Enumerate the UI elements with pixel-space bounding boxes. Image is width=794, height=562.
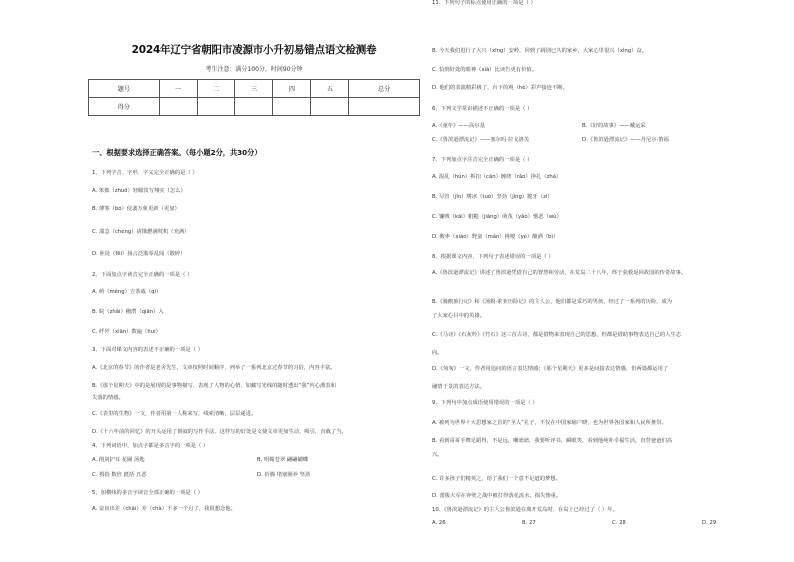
question-line: B. 薄雾（bó）侵袭万象更新（更加）	[92, 206, 180, 212]
question-line: D. 酸枣（xiào）野蛮（mán）挑唆（yè）酿酒（bì）	[432, 234, 559, 240]
question-line: D. 蕾拨大军在奔壁之战中被打得落花流水，损失惨重。	[432, 493, 562, 499]
score-row-label: 得分	[89, 98, 160, 116]
option-item: C. 28	[612, 520, 626, 526]
question-line: B. 尽管（jǐn）嗜冰（tuō）坚劲（jìng）脆牙（zì）	[432, 194, 553, 200]
option-item: B. 明媚苍翠 翩翩蝴蝶	[257, 457, 309, 463]
option-item: A. 26	[432, 520, 446, 526]
question-line: C.《表里的生物》一文，作者用第一人称来写，线索清晰，层层递进。	[92, 411, 257, 417]
option-item: B.《好的故事》——戴运采	[582, 123, 646, 129]
question-line: 7、下列加点字注音完全正确的一项是（ ）	[432, 157, 533, 163]
question-line: A. 萌（méng）吉茶戚（qì）	[92, 289, 162, 295]
score-header-cell: 一	[159, 80, 197, 98]
question-line: C.《马诗》《石灰吟》《竹石》这三首古诗，都是借物来表现自己的思想，但都是借助事物表达自己的人生志	[432, 332, 682, 338]
exam-note: 考生注意：满分100分，时间90分钟	[205, 66, 303, 73]
question-line: B.《骑鹅旅行记》和《汤姆·索亚历险记》的主人公，他们都是乖巧的男孩，经过了一系列的历险，成为	[432, 299, 673, 305]
question-line: 失落的情感。	[92, 395, 124, 401]
option-item: C.《鲁滨逊漂流记》——塞尔吗·拉戈洛芙	[432, 137, 530, 143]
question-line: 11、下列句子的标点使用正确的一项是（ ）	[432, 0, 536, 6]
question-line: C. 纤歼（xiān）数遍（hui）	[92, 329, 161, 335]
score-header-cell: 三	[235, 80, 273, 98]
question-line: A.《北京的春节》的作者是老舍先生，文章按照时间顺序，列举了一系列北京过春节的习俗，内容丰富。	[92, 365, 336, 371]
option-item: D.《鲁滨逊漂流记》——丹尼尔·笛福	[582, 137, 669, 143]
option-item: C. 拇指 数倍 挺括 丑恶	[92, 472, 147, 478]
question-line: C. 镰贱（kāi）粗糙（jiāng）萌茂（yǎo）惬恶（wù）	[432, 214, 562, 220]
score-cell[interactable]	[311, 98, 349, 116]
score-header-cell: 四	[273, 80, 311, 98]
score-table	[88, 79, 420, 116]
option-item: B. 27	[522, 520, 536, 526]
question-line: D.《十六年前的回忆》的开头运用了倒叙的写作手法，这样写的好处是文使文章更加生动、吸引，直截了当。	[92, 429, 347, 435]
question-line: 5、加横线的多音字读音全部正确的一项是（ ）	[92, 490, 203, 496]
score-cell[interactable]	[159, 98, 197, 116]
question-line: 1、下列字音、字形、字义完全正确的是（ ）	[92, 170, 198, 176]
question-line: A. 混乱（hún）拆扣（cān）缠绕（rǎo）挣扎（zhá）	[432, 174, 562, 180]
question-line: 6、下列文学常识描述不正确的一项是（ ）	[432, 106, 533, 112]
page-title: 2024年辽宁省朝阳市凌源市小升初易错点语文检测卷	[131, 44, 377, 56]
question-line: B. 皖（zhǎi）栅潜（qiān）入	[92, 309, 164, 315]
score-header-cell: 总分	[349, 80, 420, 98]
score-header-cell: 五	[311, 80, 349, 98]
option-item: D. 折腾 堵塞圈养 坚劲	[257, 472, 311, 478]
question-line: D. 匪徒（fěi）扬言泛滥零乱闻（散碎）	[92, 251, 186, 257]
question-line: A. 奋齿出差（chāi）差（chà）不多一个月了，我很想念他。	[92, 506, 236, 512]
question-line: C. 湍急（chéng）请饿燃满枕机（充满）	[92, 229, 190, 235]
option-item: A. 削剑护耳 花圃 汤匙	[92, 457, 145, 463]
question-line: D.《匆匆》一文，作者用追问的语言表达情感；《那个星期天》更多是间接表达情感，但两篇都运用了	[432, 366, 669, 372]
score-cell[interactable]	[273, 98, 311, 116]
score-header-cell: 题号	[89, 80, 160, 98]
score-cell[interactable]	[197, 98, 235, 116]
score-table-score-row	[89, 98, 420, 116]
question-line: 9、下列句中加点成语使用错误的一项是（ ）	[432, 400, 538, 406]
question-line: 4、下列词语中，加点字都是多音字的一项是（ ）	[92, 443, 209, 449]
question-line: A. 被列为世界十大思想家之首的“圣人”孔子，不仅在中国家喻户晓，也为世界各国家和人民所推崇。	[432, 420, 667, 426]
question-line: B.《那个星期天》中的是展现的是事物描写，表现了人物的心情，如藏写光线的随时透出“我”内心淵表和	[92, 383, 336, 389]
question-line: A. 笨拙（zhuō）轻瞄淡写翔实（怎么）	[92, 188, 186, 194]
option-item: D. 29	[702, 520, 717, 526]
question-line: C. 恰到好处的眼神（xià）比读告更有价值。	[432, 67, 537, 73]
question-line: 2、下面加点字读音完全正确的一项是（ ）	[92, 272, 193, 278]
question-line: 向。	[432, 350, 443, 356]
question-line: B. 看到哥哥手舞足蹈得，不是远，嘲谑谑，我要听评书，瞬眼笑，看到他纯朴幸福生活，直替爸爸们高	[432, 438, 673, 444]
question-line: D. 他们的表演精彩极了，台下的观（hè）彩声接连不断。	[432, 85, 568, 91]
question-line: C. 许多孩子们精英之，给了我们一个意不足道的梦想。	[432, 476, 561, 482]
question-line: 3、下面对课文内容的表述不正确的一项是（ ）	[92, 347, 203, 353]
score-table-header-row	[89, 80, 420, 98]
question-line: 8、根据课文内容，下列句子表述错误的一项是（ ）	[432, 254, 554, 260]
question-line: 融情于景的表达方法。	[432, 384, 485, 390]
question-line: 10、《鲁滨逊漂流记》的主人公鲁滨逊在离开荒岛时，在岛上已经过了（ ）年。	[432, 507, 618, 513]
question-line: A.《鲁滨逊漂流记》讲述了鲁滨逊凭借自己的智慧和劳动，在荒岛二十八年，终于获救返回故国的传奇故事。	[432, 270, 687, 276]
score-header-cell: 二	[197, 80, 235, 98]
score-cell[interactable]	[349, 98, 420, 116]
score-cell[interactable]	[235, 98, 273, 116]
question-line: 兴。	[432, 452, 443, 458]
section-heading: 一、根据要求选择正确答案。（每小题2分，共30分）	[92, 148, 262, 157]
question-line: 了大家心目中的英雄。	[432, 313, 485, 319]
question-line: B. 今天我们进行了大兴（xīng）安岭，回到了阔别已久的家乡，大家心里很兴（xìng）奋。	[432, 48, 648, 54]
option-item: A.《童年》——高尔基	[432, 123, 485, 129]
